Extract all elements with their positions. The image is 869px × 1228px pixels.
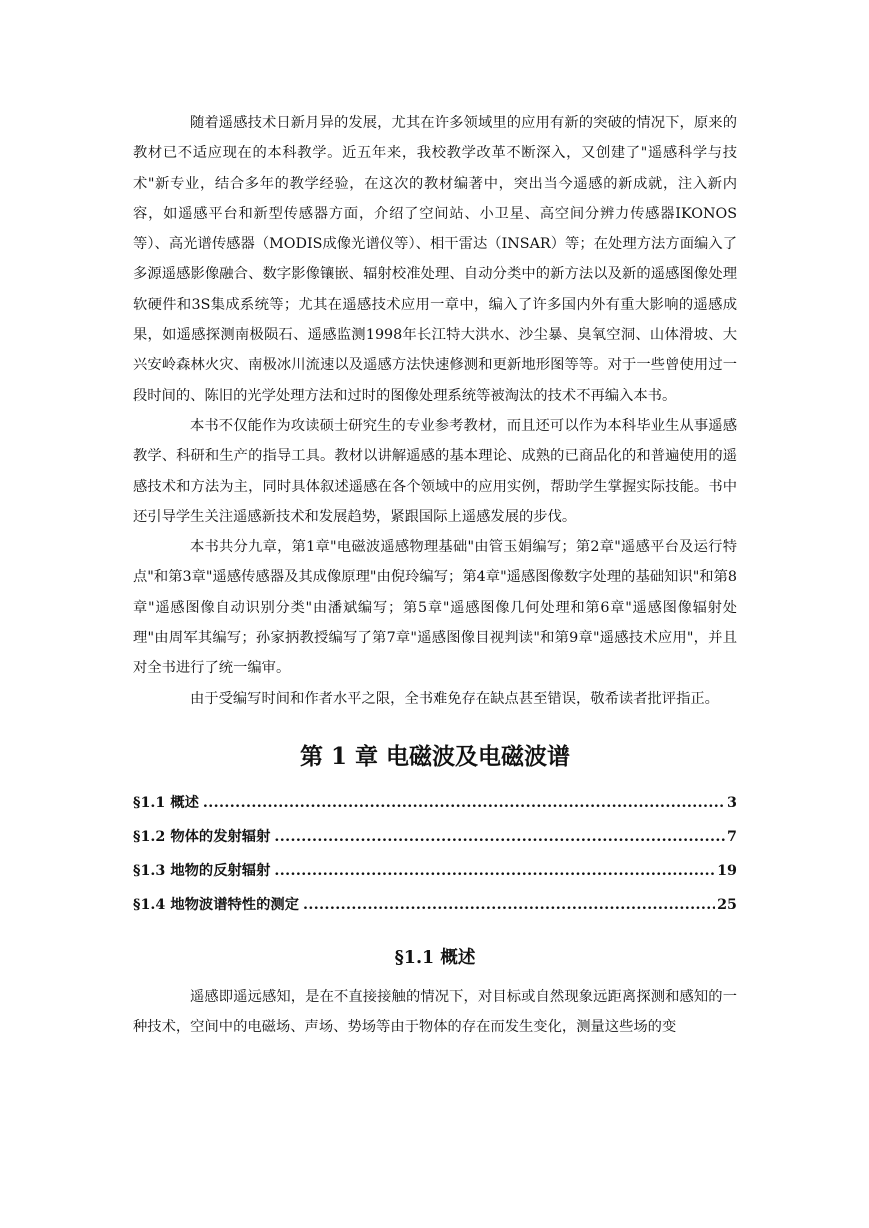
preface-paragraph-2: 本书不仅能作为攻读硕士研究生的专业参考教材，而且还可以作为本科毕业生从事遥感教学、科研和生产的指导工具。教材以讲解遥感的基本理论、成熟的已商品化的和普遍使用的遥感技术和方法为主，同时具体叙述遥感在各个领域中的应用实例，帮助学生掌握实际技能。书中还引导学生关注遥感新技术和发展趋势，紧跟国际上遥感发展的步伐。 xyxy=(133,417,737,525)
toc-leader-dots xyxy=(274,854,715,888)
chapter-title: 第 1 章 电磁波及电磁波谱 xyxy=(299,742,571,770)
toc-entry-label: §1.2 物体的发射辐射 xyxy=(133,828,271,845)
preface-paragraph-1: 随着遥感技术日新月异的发展，尤其在许多领域里的应用有新的突破的情况下，原来的教材已不适应现在的本科教学。近五年来，我校教学改革不断深入，又创建了"遥感科学与技术"新专业，结合多年的教学经验，在这次的教材编著中，突出当今遥感的新成就，注入新内容，如遥感平台和新型传感器方面，介绍了空间站、小卫星、高空间分辨力传感器IKONOS等）、高光谱传感器（MODIS成像光谱仪等）、相干雷达（INSAR）等；在处理方法方面编入了多源遥感影像融合、数字影像镶嵌、辐射校准处理、自动分类中的新方法以及新的遥感图像处理软硬件和3S集成系统等；尤其在遥感技术应用一章中，编入了许多国内外有重大影响的遥感成果，如遥感探测南极陨石、遥感监测1998年长江特大洪水、沙尘暴、臭氧空洞、山体滑坡、大兴安岭森林火灾、南极冰川流速以及遥感方法快速修测和更新地形图等等。对于一些曾使用过一段时间的、陈旧的光学处理方法和过时的图像处理系统等被淘汰的技术不再编入本书。 xyxy=(133,115,737,404)
toc-leader-dots xyxy=(274,820,725,854)
toc-entry-page: 7 xyxy=(727,828,737,845)
toc-entry-1-3[interactable] xyxy=(133,854,737,888)
toc-entry-1-1[interactable] xyxy=(133,786,737,820)
toc-entry-page: 19 xyxy=(717,862,737,879)
document-page xyxy=(133,108,737,1043)
toc-entry-1-4[interactable] xyxy=(133,888,737,922)
preface-paragraph-4: 由于受编写时间和作者水平之限，全书难免存在缺点甚至错误，敬希读者批评指正。 xyxy=(190,690,719,707)
toc-leader-dots xyxy=(203,786,725,820)
section-title: §1.1 概述 xyxy=(394,947,476,968)
section-paragraph: 遥感即遥远感知，是在不直接接触的情况下，对目标或自然现象远距离探测和感知的一种技术，空间中的电磁场、声场、势场等由于物体的存在而发生变化，测量这些场的变 xyxy=(133,988,737,1036)
toc-leader-dots xyxy=(303,888,715,922)
toc-entry-page: 3 xyxy=(727,794,737,811)
table-of-contents xyxy=(133,786,737,922)
toc-entry-1-2[interactable] xyxy=(133,820,737,854)
preface-paragraph-3: 本书共分九章，第1章"电磁波遥感物理基础"由管玉娟编写；第2章"遥感平台及运行特点"和第3章"遥感传感器及其成像原理"由倪玲编写；第4章"遥感图像数字处理的基础知识"和第8章"遥感图像自动识别分类"由潘斌编写；第5章"遥感图像几何处理和第6章"遥感图像辐射处理"由周军其编写；孙家抦教授编写了第7章"遥感图像目视判读"和第9章"遥感技术应用"，并且对全书进行了统一编审。 xyxy=(133,539,737,677)
toc-entry-label: §1.4 地物波谱特性的测定 xyxy=(133,896,299,913)
toc-entry-label: §1.1 概述 xyxy=(133,794,199,811)
toc-entry-label: §1.3 地物的反射辐射 xyxy=(133,862,271,879)
toc-entry-page: 25 xyxy=(717,896,737,913)
